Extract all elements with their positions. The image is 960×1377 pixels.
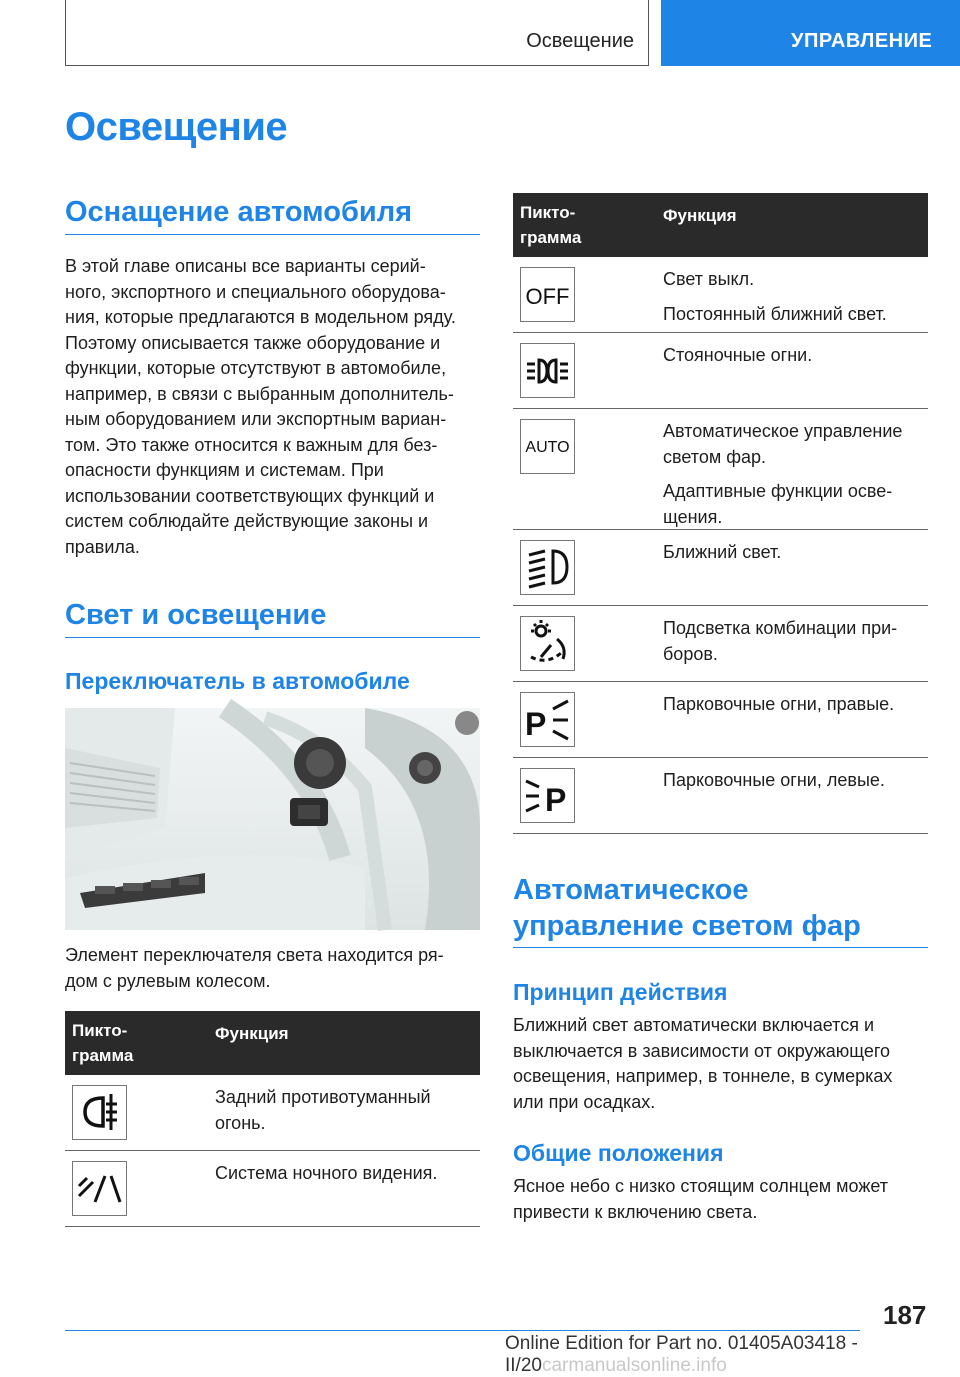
line: огонь. bbox=[215, 1112, 266, 1133]
heading-rule bbox=[513, 947, 928, 948]
heading-principle: Принцип действия bbox=[513, 979, 728, 1005]
off-icon-label: OFF bbox=[525, 284, 570, 309]
pictogram-table-left bbox=[65, 1011, 480, 1227]
line: Задний противотуманный bbox=[215, 1087, 431, 1107]
row-function-text bbox=[663, 616, 925, 667]
line: Адаптивные функции осве- bbox=[663, 481, 893, 501]
row-function-text bbox=[663, 768, 925, 803]
line: привести к включению света. bbox=[513, 1201, 758, 1222]
row-function-text bbox=[663, 419, 925, 539]
footer-watermark: carmanualsonline.info bbox=[541, 1355, 727, 1376]
line: Парковочные огни, правые. bbox=[663, 694, 895, 714]
line: том. Это также относится к важным для без- bbox=[65, 434, 438, 455]
table-row bbox=[513, 606, 928, 682]
row-function-text bbox=[663, 343, 925, 378]
line: функции, которые отсутствуют в автомобиле, bbox=[65, 358, 447, 378]
svg-text:P: P bbox=[525, 706, 547, 742]
line: щения. bbox=[663, 506, 723, 527]
parking-lights-icon bbox=[520, 343, 575, 398]
footer-text bbox=[505, 1333, 960, 1377]
line: Ясное небо с низко стоящим солнцем может bbox=[513, 1176, 889, 1196]
row-function-text bbox=[663, 692, 925, 727]
principle-paragraph bbox=[513, 1013, 933, 1115]
auto-icon-label: AUTO bbox=[525, 439, 570, 456]
line: Система ночного видения. bbox=[215, 1163, 438, 1183]
line: Стояночные огни. bbox=[663, 345, 813, 365]
col-pictogram-header bbox=[72, 1018, 192, 1068]
heading-rule bbox=[65, 234, 480, 235]
page-title: Освещение bbox=[65, 105, 288, 149]
row-function-text bbox=[215, 1085, 477, 1136]
instrument-lighting-icon bbox=[520, 616, 575, 671]
line: ным оборудованием или экспортным вариан- bbox=[65, 409, 447, 429]
table-row bbox=[513, 530, 928, 606]
heading-general: Общие положения bbox=[513, 1140, 724, 1166]
line: Постоянный ближний свет. bbox=[663, 303, 887, 324]
row-function-text bbox=[215, 1161, 477, 1187]
line: управление светом фар bbox=[513, 910, 861, 942]
line: Элемент переключателя света находится ря- bbox=[65, 945, 444, 965]
svg-text:P: P bbox=[545, 782, 567, 818]
line: Ближний свет автоматически включается и bbox=[513, 1015, 875, 1035]
low-beam-icon bbox=[520, 540, 575, 595]
line: грамма bbox=[72, 1046, 134, 1065]
line: светом фар. bbox=[663, 446, 767, 467]
heading-equipment: Оснащение автомобиля bbox=[65, 196, 413, 228]
parking-left-icon bbox=[520, 768, 575, 823]
line: ния, которые предлагаются в модельном ряду. bbox=[65, 307, 456, 327]
line: или при осадках. bbox=[513, 1091, 656, 1112]
line: боров. bbox=[663, 643, 718, 664]
page-number: 187 bbox=[883, 1300, 927, 1330]
header-section-tab bbox=[65, 0, 649, 66]
header-chapter-label: УПРАВЛЕНИЕ bbox=[791, 30, 933, 52]
line: Ближний свет. bbox=[663, 542, 782, 562]
line: грамма bbox=[520, 228, 582, 247]
line: правила. bbox=[65, 536, 140, 557]
line: Пикто- bbox=[72, 1021, 128, 1040]
paragraph bbox=[663, 479, 925, 530]
line: В этой главе описаны все варианты серий- bbox=[65, 256, 426, 276]
line: дом с рулевым колесом. bbox=[65, 970, 271, 991]
table-row bbox=[513, 682, 928, 758]
parking-right-icon bbox=[520, 692, 575, 747]
header-section-label: Освещение bbox=[526, 30, 634, 52]
light-switch-illustration bbox=[65, 708, 480, 930]
line: Поэтому описывается также оборудование и bbox=[65, 332, 441, 353]
header-chapter-tab bbox=[661, 0, 960, 66]
paragraph bbox=[663, 419, 925, 470]
rear-fog-light-icon bbox=[72, 1085, 127, 1140]
footer-edition: Online Edition for Part no. 01405A03418 - II/20 bbox=[505, 1333, 858, 1376]
equipment-paragraph bbox=[65, 254, 485, 560]
table-row bbox=[513, 409, 928, 530]
line: Подсветка комбинации при- bbox=[663, 618, 898, 638]
heading-light: Свет и освещение bbox=[65, 599, 327, 631]
row-function-text bbox=[663, 267, 925, 336]
line: Парковочные огни, левые. bbox=[663, 770, 885, 790]
col-pictogram-header bbox=[520, 200, 640, 250]
table-header bbox=[65, 1011, 480, 1075]
auto-icon bbox=[520, 419, 575, 474]
heading-auto-headlights bbox=[513, 872, 933, 944]
table-row bbox=[65, 1075, 480, 1151]
col-function-header: Функция bbox=[663, 206, 737, 225]
col-function-header: Функция bbox=[215, 1024, 289, 1043]
row-function-text bbox=[663, 540, 925, 575]
line: например, в связи с выбранным дополнитель- bbox=[65, 383, 454, 404]
line: Автоматическое bbox=[513, 874, 749, 906]
table-row bbox=[65, 1151, 480, 1227]
table-row bbox=[513, 758, 928, 834]
heading-rule bbox=[65, 637, 480, 638]
line: выключается в зависимости от окружающего bbox=[513, 1040, 891, 1061]
table-row bbox=[513, 333, 928, 409]
line: Автоматическое управление bbox=[663, 421, 903, 441]
table-header bbox=[513, 193, 928, 257]
footer-rule bbox=[65, 1330, 860, 1331]
heading-switch: Переключатель в автомобиле bbox=[65, 668, 410, 694]
general-paragraph bbox=[513, 1174, 933, 1225]
line: Свет выкл. bbox=[663, 269, 755, 289]
line: опасности функциям и системам. При bbox=[65, 460, 384, 480]
line: Пикто- bbox=[520, 203, 576, 222]
pictogram-table-right bbox=[513, 193, 928, 834]
line: систем соблюдайте действующие законы и bbox=[65, 511, 429, 531]
line: ного, экспортного и специального оборудова- bbox=[65, 281, 446, 302]
night-vision-icon bbox=[72, 1161, 127, 1216]
line: использовании соответствующих функций и bbox=[65, 485, 435, 506]
switch-caption bbox=[65, 943, 485, 994]
table-row bbox=[513, 257, 928, 333]
line: освещения, например, в тоннеле, в сумерках bbox=[513, 1066, 893, 1086]
off-icon bbox=[520, 267, 575, 322]
